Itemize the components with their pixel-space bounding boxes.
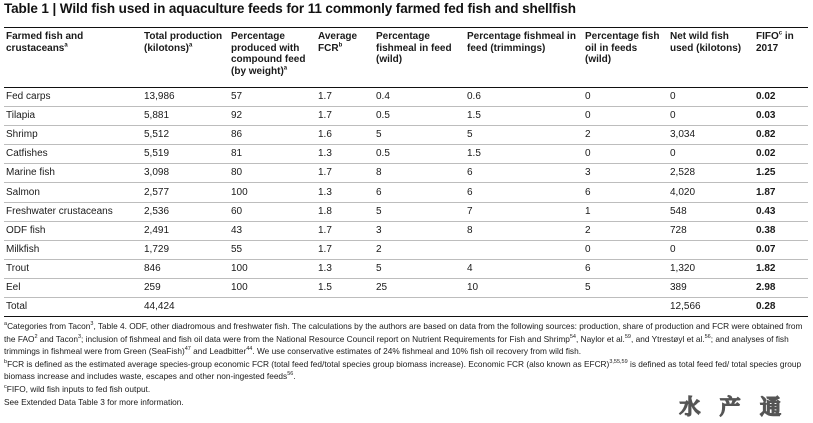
table-cell: 8 [465, 221, 583, 240]
table-cell: 3 [374, 221, 465, 240]
table-cell: 259 [142, 278, 229, 297]
table-cell: 100 [229, 278, 316, 297]
table-cell: 2 [583, 126, 668, 145]
table-row [4, 107, 808, 126]
table-cell: Freshwater crustaceans [4, 202, 142, 221]
table-cell: 0.02 [754, 145, 808, 164]
table-cell: 5,881 [142, 107, 229, 126]
table-row [4, 278, 808, 297]
table-cell: 0 [668, 107, 754, 126]
table-cell: 1.82 [754, 259, 808, 278]
data-table [4, 27, 808, 317]
table-cell: ODF fish [4, 221, 142, 240]
column-header: Total production (kilotons)$^a$ [142, 28, 229, 88]
table-cell: 2,536 [142, 202, 229, 221]
table-cell: 6 [374, 183, 465, 202]
table-cell [465, 298, 583, 317]
table-cell: Salmon [4, 183, 142, 202]
table-cell: 0 [583, 88, 668, 107]
table-cell: 0.5 [374, 145, 465, 164]
watermark: 水 产 通 [679, 395, 787, 419]
table-row [4, 221, 808, 240]
footnote-b-marker: b [4, 359, 8, 366]
table-cell: 1.6 [316, 126, 374, 145]
table-cell: 0 [583, 240, 668, 259]
table-cell: 44,424 [142, 298, 229, 317]
table-cell: 6 [465, 183, 583, 202]
table-cell: 1.7 [316, 164, 374, 183]
table-cell: 1.5 [465, 145, 583, 164]
table-cell: 60 [229, 202, 316, 221]
table-cell: 0 [668, 88, 754, 107]
table-cell: 0 [668, 145, 754, 164]
table-cell: 100 [229, 183, 316, 202]
table-cell: 0 [583, 107, 668, 126]
table-cell: 2,491 [142, 221, 229, 240]
column-header: Percentage fishmeal in feed (trimmings) [465, 28, 583, 88]
table-cell: 0.4 [374, 88, 465, 107]
table-cell: 846 [142, 259, 229, 278]
table-cell: 7 [465, 202, 583, 221]
table-cell: 25 [374, 278, 465, 297]
footnote-see-more: See Extended Data Table 3 for more information. [4, 396, 184, 407]
table-cell [583, 298, 668, 317]
column-header: Percentage produced with compound feed (by weight)$^a$ [229, 28, 316, 88]
table-cell: 5,512 [142, 126, 229, 145]
table-cell: 2.98 [754, 278, 808, 297]
table-cell: 12,566 [668, 298, 754, 317]
table-row [4, 202, 808, 221]
table-row [4, 126, 808, 145]
table-cell: 6 [583, 183, 668, 202]
table-cell [316, 298, 374, 317]
table-cell [374, 298, 465, 317]
table-cell: 1.8 [316, 202, 374, 221]
table-cell: 5,519 [142, 145, 229, 164]
column-header: Percentage fish oil in feeds (wild) [583, 28, 668, 88]
table-cell [229, 298, 316, 317]
table-cell: 2 [583, 221, 668, 240]
table-cell: 2 [374, 240, 465, 259]
table-cell: 1.7 [316, 221, 374, 240]
table-cell: 5 [374, 259, 465, 278]
table-cell: 2,577 [142, 183, 229, 202]
table-row [4, 259, 808, 278]
table-cell: 0.07 [754, 240, 808, 259]
table-cell: 4 [465, 259, 583, 278]
table-row [4, 164, 808, 183]
table-cell: Tilapia [4, 107, 142, 126]
table-cell: Fed carps [4, 88, 142, 107]
table-row [4, 145, 808, 164]
table-cell: 1.3 [316, 145, 374, 164]
table-cell: 5 [583, 278, 668, 297]
footnote-b: $^b$FCR is defined as the estimated average species-group economic FCR (total feed fed/total species group biomass increase). Economic FCR (also known as EFCR)$^{3,55,59}$ is defined as total feed fed/ total species group biomass increase and includes waste, escapes and other non-ingested feeds$^{56}$. [4, 358, 802, 382]
table-cell: Total [4, 298, 142, 317]
table-cell: 8 [374, 164, 465, 183]
table-cell: 1.5 [465, 107, 583, 126]
table-row [4, 183, 808, 202]
table-cell: Shrimp [4, 126, 142, 145]
table-cell: 43 [229, 221, 316, 240]
footnote-a: $^a$Categories from Tacon$^3$, Table 4. ODF, other diadromous and freshwater fish. The calculations by the authors are based on data from the following sources: production, share of production and FCR were obtained from the FAO$^2$ and Tacon$^3$; inclusion of fishmeal and fish oil data were from the National Resource Council report on Nutrient Requirements for Fish and Shrimp$^{54}$, Naylor et al.$^{59}$, and Ytrestøyl et al.$^{56}$; and analyses of fish trimmings in fishmeal were from Green (SeaFish)$^{47}$ and Leadbitter$^{44}$. We use conservative estimates of 24% fishmeal and 10% fish oil recovery from wild fish. [4, 321, 803, 357]
table-cell: 55 [229, 240, 316, 259]
table-cell: 0 [583, 145, 668, 164]
table-cell: 3 [583, 164, 668, 183]
table-cell: 10 [465, 278, 583, 297]
table-cell: 13,986 [142, 88, 229, 107]
table-cell: 5 [374, 202, 465, 221]
table-cell: 728 [668, 221, 754, 240]
table-title: Table 1 | Wild fish used in aquaculture feeds for 11 commonly farmed fed fish and shellfish [4, 1, 576, 16]
table-cell: 81 [229, 145, 316, 164]
footnote-a-marker: a [4, 321, 8, 328]
table-cell: 1.7 [316, 88, 374, 107]
table-cell: Marine fish [4, 164, 142, 183]
footnote-c: $^c$FIFO, wild fish inputs to fed fish output. [4, 383, 151, 394]
table-cell: Catfishes [4, 145, 142, 164]
table-cell: 5 [374, 126, 465, 145]
table-cell: 389 [668, 278, 754, 297]
table-cell: Eel [4, 278, 142, 297]
table-cell: Milkfish [4, 240, 142, 259]
table-cell: 86 [229, 126, 316, 145]
table-cell: 0 [668, 240, 754, 259]
column-header: FIFO$^c$ in 2017 [754, 28, 808, 88]
table-row [4, 88, 808, 107]
table-cell: 1 [583, 202, 668, 221]
table-cell: 57 [229, 88, 316, 107]
table-cell: 3,034 [668, 126, 754, 145]
table-cell: 1.3 [316, 259, 374, 278]
table-cell: 92 [229, 107, 316, 126]
table-cell: 0.03 [754, 107, 808, 126]
column-header: Average FCR$^b$ [316, 28, 374, 88]
table-cell: 1.25 [754, 164, 808, 183]
table-cell: Trout [4, 259, 142, 278]
table-cell: 80 [229, 164, 316, 183]
table-cell: 0.02 [754, 88, 808, 107]
table-cell: 2,528 [668, 164, 754, 183]
footnote-c-marker: c [4, 384, 7, 391]
table-cell: 1.87 [754, 183, 808, 202]
table-body [4, 88, 808, 317]
column-header: Farmed fish and crustaceans$^a$ [4, 28, 142, 88]
table-cell: 1.7 [316, 107, 374, 126]
table-cell: 4,020 [668, 183, 754, 202]
table-cell: 0.82 [754, 126, 808, 145]
table-cell: 6 [583, 259, 668, 278]
table-cell: 0.5 [374, 107, 465, 126]
table-cell: 5 [465, 126, 583, 145]
table-cell: 1.7 [316, 240, 374, 259]
table-cell: 0.28 [754, 298, 808, 317]
table-cell: 6 [465, 164, 583, 183]
header-row [4, 28, 808, 88]
column-header: Net wild fish used (kilotons) [668, 28, 754, 88]
table-cell: 0.43 [754, 202, 808, 221]
table-cell: 548 [668, 202, 754, 221]
table-cell: 0.6 [465, 88, 583, 107]
table-row [4, 240, 808, 259]
table-cell: 1.5 [316, 278, 374, 297]
table-cell: 1,729 [142, 240, 229, 259]
total-row [4, 298, 808, 317]
table-cell: 3,098 [142, 164, 229, 183]
table-cell: 0.38 [754, 221, 808, 240]
table-cell: 1,320 [668, 259, 754, 278]
table-cell: 100 [229, 259, 316, 278]
table-cell: 1.3 [316, 183, 374, 202]
column-header: Percentage fishmeal in feed (wild) [374, 28, 465, 88]
table-cell [465, 240, 583, 259]
